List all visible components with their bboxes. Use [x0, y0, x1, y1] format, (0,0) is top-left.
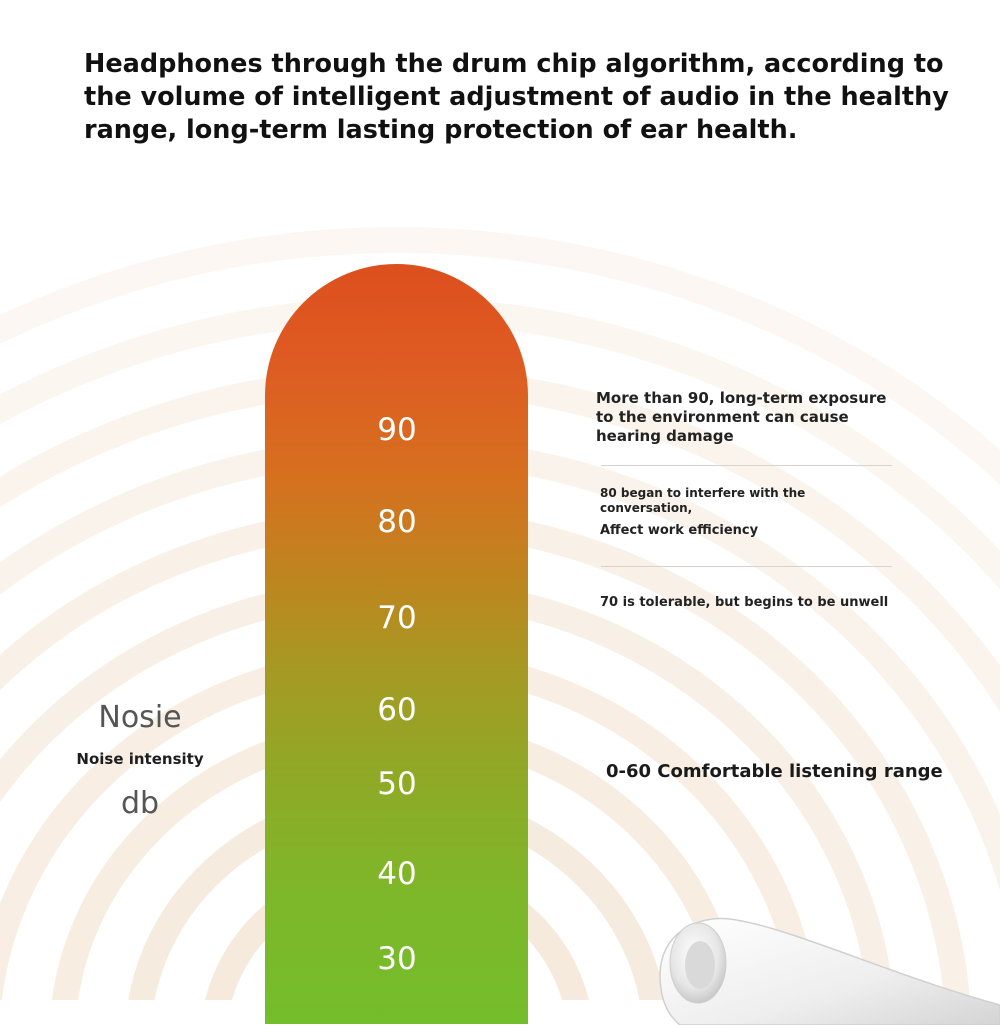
- tick-label-90: 90: [377, 412, 417, 448]
- earbud-icon: [640, 905, 1000, 1025]
- level-note-70: 70 is tolerable, but begins to be unwell: [600, 595, 889, 610]
- level-note-90: More than 90, long-term exposure to the environment can cause hearing damage: [596, 389, 887, 445]
- tick-label-60: 60: [377, 692, 417, 728]
- tick-label-40: 40: [377, 856, 417, 892]
- tick-label-30: 30: [377, 941, 417, 977]
- side-label-unit: db: [120, 786, 160, 821]
- tick-label-80: 80: [377, 504, 417, 540]
- side-label-subtitle: Noise intensity: [76, 750, 204, 768]
- divider-1: [601, 465, 892, 466]
- headline: Headphones through the drum chip algorithm, according to the volume of intelligent adjustment of audio in the healthy range, long-term lasting protection of ear health.: [84, 49, 949, 145]
- level-note-80-line2: Affect work efficiency: [600, 523, 759, 538]
- side-label-title: Nosie: [98, 700, 182, 735]
- level-note-80: [600, 486, 890, 538]
- level-note-80-line1: 80 began to interfere with the conversation,: [600, 486, 806, 515]
- divider-2: [601, 566, 892, 567]
- noise-meter-bar: [265, 264, 528, 1024]
- level-note-0-60: 0-60 Comfortable listening range: [606, 761, 943, 782]
- tick-label-70: 70: [377, 600, 417, 636]
- tick-label-50: 50: [377, 766, 417, 802]
